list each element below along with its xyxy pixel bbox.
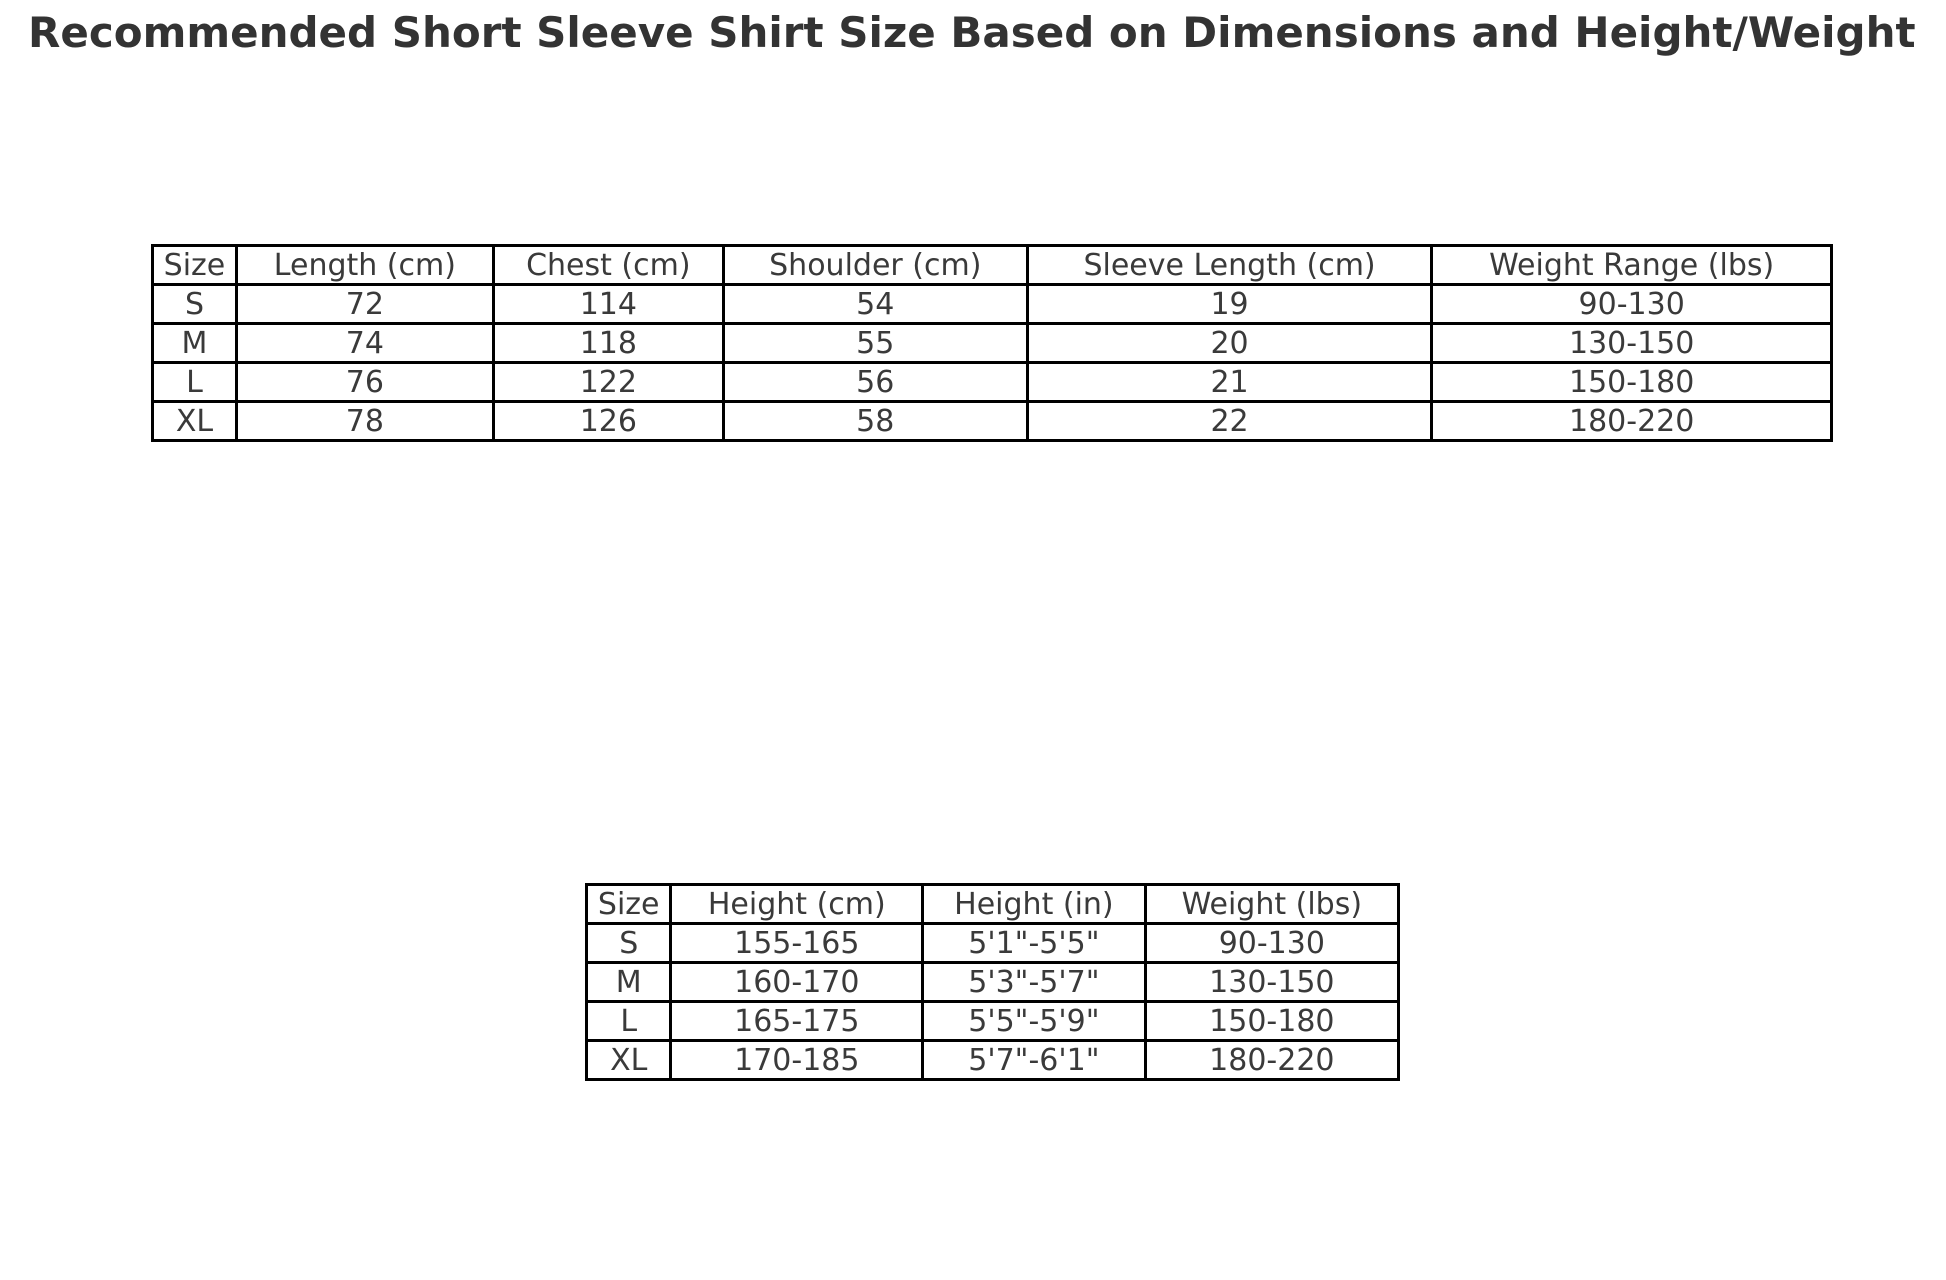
header-cell: Length (cm) [236, 246, 493, 285]
table-cell: 76 [236, 363, 493, 402]
table-cell: 165-175 [671, 1002, 923, 1041]
table-cell: 74 [236, 324, 493, 363]
table-cell: 78 [236, 402, 493, 441]
table-cell: 155-165 [671, 924, 923, 963]
table-cell: 126 [493, 402, 723, 441]
table-cell: 21 [1027, 363, 1432, 402]
header-cell: Shoulder (cm) [723, 246, 1027, 285]
table-cell: 150-180 [1145, 1002, 1398, 1041]
table-row [153, 324, 1832, 363]
table-row [153, 285, 1832, 324]
table-cell: M [153, 324, 237, 363]
header-row [153, 246, 1832, 285]
table-cell: 56 [723, 363, 1027, 402]
dimensions-table [151, 244, 1833, 442]
table-row [587, 924, 1399, 963]
table-cell: L [587, 1002, 671, 1041]
table-cell: 122 [493, 363, 723, 402]
header-cell: Size [153, 246, 237, 285]
header-cell: Size [587, 885, 671, 924]
table-cell: 90-130 [1145, 924, 1398, 963]
table-row [153, 363, 1832, 402]
table-cell: 55 [723, 324, 1027, 363]
table-cell: 170-185 [671, 1041, 923, 1080]
header-cell: Chest (cm) [493, 246, 723, 285]
table-cell: 5'5"-5'9" [923, 1002, 1145, 1041]
header-cell: Weight (lbs) [1145, 885, 1398, 924]
table-cell: 72 [236, 285, 493, 324]
table-row [153, 402, 1832, 441]
table-cell: 5'1"-5'5" [923, 924, 1145, 963]
table-cell: 22 [1027, 402, 1432, 441]
table-cell: 20 [1027, 324, 1432, 363]
table-cell: 114 [493, 285, 723, 324]
table-cell: 90-130 [1432, 285, 1832, 324]
table-cell: S [587, 924, 671, 963]
table-row [587, 1002, 1399, 1041]
table-cell: 19 [1027, 285, 1432, 324]
table-cell: S [153, 285, 237, 324]
table-cell: 5'3"-5'7" [923, 963, 1145, 1002]
header-cell: Sleeve Length (cm) [1027, 246, 1432, 285]
table-cell: 180-220 [1432, 402, 1832, 441]
header-cell: Height (in) [923, 885, 1145, 924]
table-cell: XL [153, 402, 237, 441]
page-title: Recommended Short Sleeve Shirt Size Based on Dimensions and Height/Weight [28, 8, 1916, 57]
table-cell: 180-220 [1145, 1041, 1398, 1080]
table-cell: 150-180 [1432, 363, 1832, 402]
table-row [587, 963, 1399, 1002]
table-cell: 58 [723, 402, 1027, 441]
table-cell: M [587, 963, 671, 1002]
header-cell: Height (cm) [671, 885, 923, 924]
table-cell: 118 [493, 324, 723, 363]
table-cell: 130-150 [1145, 963, 1398, 1002]
height-weight-table [585, 883, 1400, 1081]
table-cell: 160-170 [671, 963, 923, 1002]
table-row [587, 1041, 1399, 1080]
table-cell: 5'7"-6'1" [923, 1041, 1145, 1080]
header-row [587, 885, 1399, 924]
table-cell: 54 [723, 285, 1027, 324]
table-cell: 130-150 [1432, 324, 1832, 363]
table-cell: XL [587, 1041, 671, 1080]
table-cell: L [153, 363, 237, 402]
header-cell: Weight Range (lbs) [1432, 246, 1832, 285]
